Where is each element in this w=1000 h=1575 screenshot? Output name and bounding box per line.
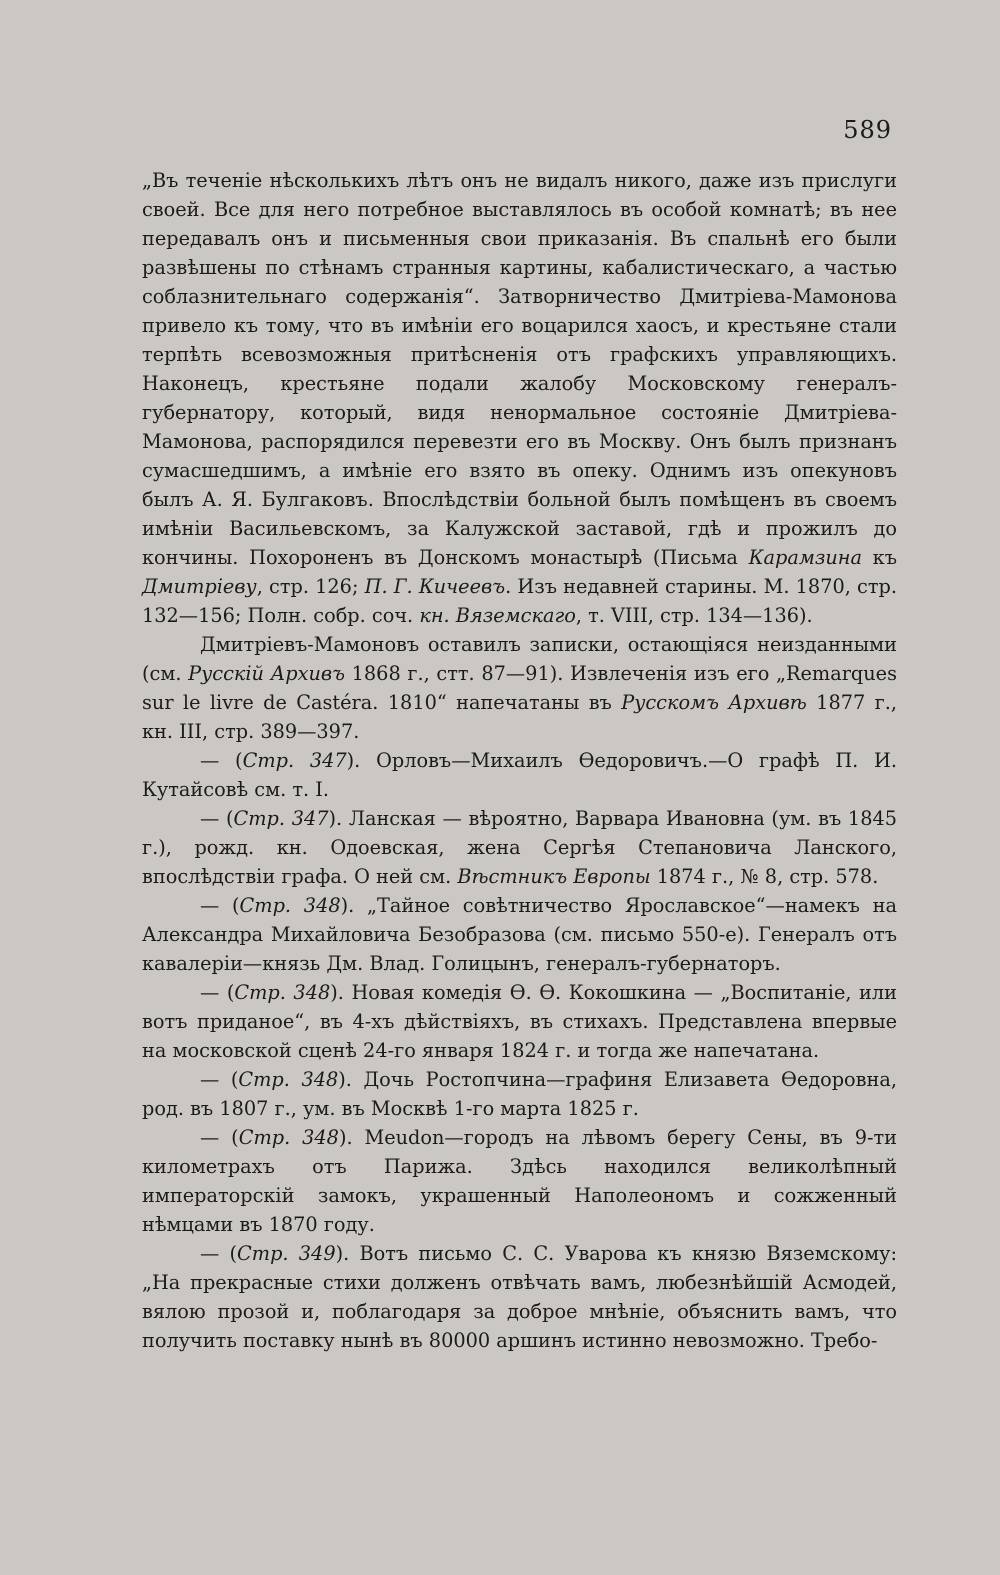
- page-number: 589: [843, 116, 892, 144]
- text-run: Дмитріевъ-Мамоновъ оставилъ записки, остающіяся неизданными (см.: [142, 633, 897, 685]
- text-run: , стр. 126;: [256, 575, 365, 598]
- text-run: — (: [200, 1068, 239, 1091]
- paragraph: [142, 630, 897, 746]
- italic-text-run: Стр. 348: [238, 1068, 339, 1091]
- italic-text-run: Карамзина: [748, 546, 862, 569]
- paragraph: [142, 978, 897, 1065]
- paragraph: [142, 746, 897, 804]
- text-run: 1874 г., № 8, стр. 578.: [650, 865, 879, 888]
- text-run: ). Новая комедія Ѳ. Ѳ. Кокошкина — „Воспитаніе, или вотъ приданое“, въ 4-хъ дѣйствіяхъ, въ стихахъ. Представлена впервые на московской сценѣ 24-го января 1824 г. и тогда же напечатана.: [142, 981, 897, 1062]
- text-run: 1877 г., кн. III, стр. 389—397.: [142, 691, 897, 743]
- italic-text-run: Стр. 348: [234, 981, 331, 1004]
- text-run: ). Ланская — вѣроятно, Варвара Ивановна (ум. въ 1845 г.), рожд. кн. Одоевская, жена Сергѣя Степановича Ланского, впослѣдствіи графа. О ней см.: [142, 807, 897, 888]
- text-run: — (: [200, 1126, 239, 1149]
- page-text-body: [142, 166, 897, 1355]
- italic-text-run: Стр. 347: [233, 807, 329, 830]
- text-run: — (: [200, 807, 234, 830]
- italic-text-run: Вѣстникъ Европы: [457, 865, 651, 888]
- text-run: „Въ теченіе нѣсколькихъ лѣтъ онъ не видалъ никого, даже изъ прислуги своей. Все для него потребное выставлялось въ особой комнатѣ; въ нее передавалъ онъ и письменныя свои приказанія. Въ спальнѣ его были развѣшены по стѣнамъ странныя картины, кабалистическаго, а частью соблазнительнаго содержанія“. Затворничество Дмитріева-Мамонова привело къ тому, что въ имѣніи его воцарился хаосъ, и крестьяне стали терпѣть всевозможныя притѣсненія отъ графскихъ управляющихъ. Наконецъ, крестьяне подали жалобу Московскому генералъ-губернатору, который, видя ненормальное состояніе Дмитріева-Мамонова, распорядился перевезти его въ Москву. Онъ былъ признанъ сумасшедшимъ, а имѣніе его взято въ опеку. Однимъ изъ опекуновъ былъ А. Я. Булгаковъ. Впослѣдствіи больной былъ помѣщенъ въ своемъ имѣніи Васильевскомъ, за Калужской заставой, гдѣ и прожилъ до кончины. Похороненъ въ Донскомъ монастырѣ (Письма: [142, 169, 897, 569]
- text-run: , т. VIII, стр. 134—136).: [575, 604, 813, 627]
- paragraph: [142, 166, 897, 630]
- italic-text-run: кн. Вяземскаго: [419, 604, 576, 627]
- text-run: къ: [861, 546, 897, 569]
- text-run: — (: [200, 749, 243, 772]
- italic-text-run: П. Г. Кичеевъ: [364, 575, 506, 598]
- italic-text-run: Стр. 347: [242, 749, 347, 772]
- text-run: ). Орловъ—Михаилъ Ѳедоровичъ.—О графѣ П. И. Кутайсовѣ см. т. I.: [142, 749, 897, 801]
- text-run: ). Meudon—городъ на лѣвомъ берегу Сены, въ 9-ти километрахъ отъ Парижа. Здѣсь находился великолѣпный императорскій замокъ, украшенный Наполеономъ и сожженный нѣмцами въ 1870 году.: [142, 1126, 897, 1236]
- text-run: 1868 г., стт. 87—91). Извлеченія изъ его „Remarques sur le livre de Castéra. 1810“ напечатаны въ: [142, 662, 897, 714]
- text-run: ). „Тайное совѣтничество Ярославское“—намекъ на Александра Михайловича Безобразова (см. письмо 550-е). Генералъ отъ кавалеріи—князь Дм. Влад. Голицынъ, генералъ-губернаторъ.: [142, 894, 897, 975]
- italic-text-run: Стр. 348: [238, 1126, 339, 1149]
- text-run: — (: [200, 894, 240, 917]
- paragraph: [142, 1123, 897, 1239]
- italic-text-run: Стр. 349: [237, 1242, 336, 1265]
- paragraph: [142, 1239, 897, 1355]
- text-run: ). Дочь Ростопчина—графиня Елизавета Ѳедоровна, род. въ 1807 г., ум. въ Москвѣ 1-го марта 1825 г.: [142, 1068, 897, 1120]
- italic-text-run: Русскій Архивъ: [188, 662, 345, 685]
- italic-text-run: Дмитріеву: [142, 575, 257, 598]
- italic-text-run: Русскомъ Архивѣ: [621, 691, 807, 714]
- text-run: ). Вотъ письмо С. С. Уварова къ князю Вяземскому: „На прекрасные стихи долженъ отвѣчать вамъ, любезнѣйшій Асмодей, вялою прозой и, поблагодаря за доброе мнѣніе, объяснить вамъ, что получить поставку нынѣ въ 80000 аршинъ истинно невозможно. Требо-: [142, 1242, 897, 1352]
- paragraph: [142, 804, 897, 891]
- italic-text-run: Стр. 348: [239, 894, 341, 917]
- text-run: — (: [200, 1242, 238, 1265]
- paragraph: [142, 891, 897, 978]
- text-run: . Изъ недавней старины. М. 1870, стр. 132—156; Полн. собр. соч.: [142, 575, 897, 627]
- paragraph: [142, 1065, 897, 1123]
- text-run: — (: [200, 981, 235, 1004]
